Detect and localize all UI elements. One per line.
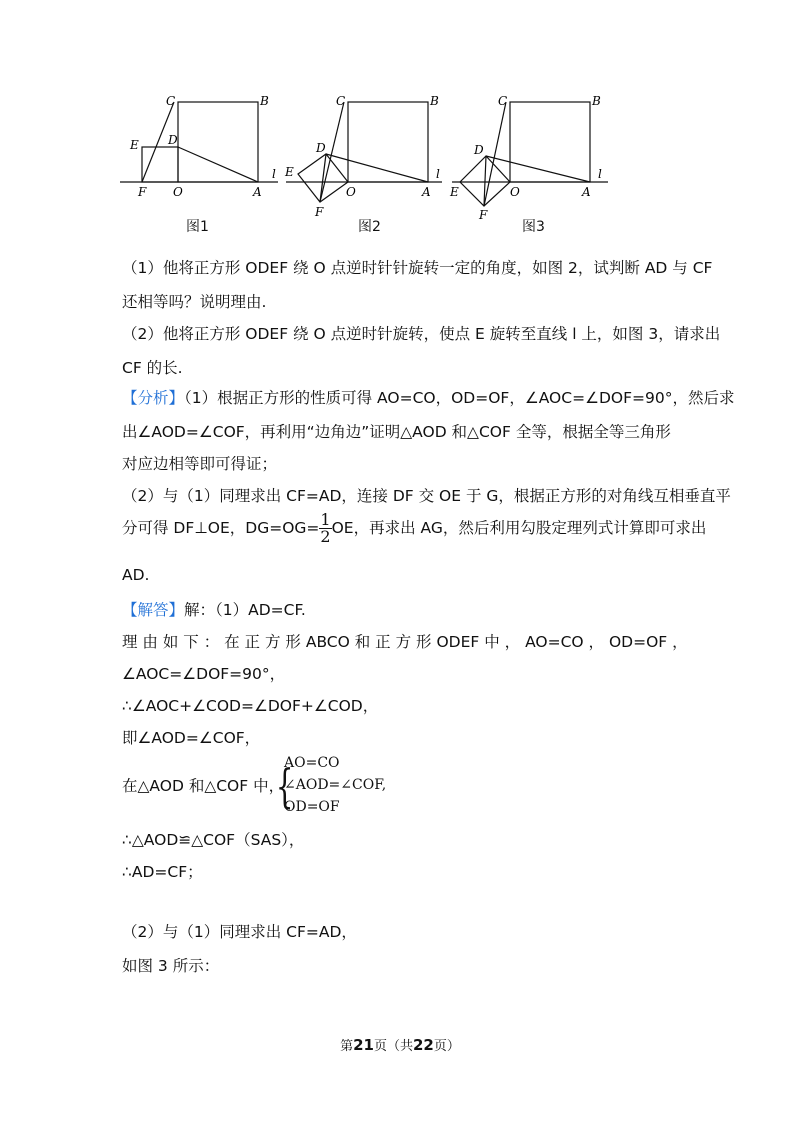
part-2-line-1: （2）与（1）同理求出 CF=AD， — [122, 923, 357, 941]
label-b: B — [592, 94, 601, 108]
fraction-denominator: 2 — [320, 527, 331, 546]
answer-text-1: 解：（1）AD=CF. — [184, 601, 306, 619]
label-e: E — [285, 165, 294, 179]
label-a: A — [253, 185, 262, 199]
label-o: O — [173, 185, 183, 199]
reason-line-4: 即∠AOD=∠COF， — [122, 729, 261, 747]
label-a: A — [422, 185, 431, 199]
label-c: C — [336, 94, 346, 108]
label-d: D — [474, 143, 484, 157]
total-pages: 22 — [413, 1036, 434, 1054]
label-f: F — [138, 185, 147, 199]
analysis-text-5a: 分可得 DF⊥OE，DG=OG= — [122, 519, 320, 537]
analysis-line-5 — [122, 512, 706, 545]
figure-1-caption: 图1 — [186, 219, 209, 235]
analysis-line-2: 出∠AOD=∠COF，再利用“边角边”证明△AOD 和△COF 全等，根据全等三角形 — [122, 423, 671, 441]
question-1-line-1: （1）他将正方形 ODEF 绕 O 点逆时针针旋转一定的角度，如图 2，试判断 AD 与 CF — [122, 259, 713, 277]
label-o: O — [510, 185, 520, 199]
label-l: l — [436, 167, 440, 181]
label-f: F — [479, 208, 488, 222]
figure-2 — [282, 92, 447, 222]
footer-post: 页） — [433, 1039, 460, 1054]
label-f: F — [315, 205, 324, 219]
analysis-tag: 【分析】 — [122, 389, 185, 407]
label-d: D — [168, 133, 178, 147]
label-o: O — [346, 185, 356, 199]
system-row-1: AO=CO — [284, 755, 340, 771]
reason-line-2: ∠AOC=∠DOF=90°， — [122, 665, 286, 683]
footer-pre: 第 — [340, 1039, 354, 1054]
label-b: B — [430, 94, 439, 108]
question-2-line-2: CF 的长. — [122, 359, 183, 377]
label-l: l — [272, 167, 276, 181]
label-b: B — [260, 94, 269, 108]
analysis-text-5b: OE，再求出 AG，然后利用勾股定理列式计算即可求出 — [331, 519, 707, 537]
page-footer — [0, 1035, 800, 1054]
system-row-2: ∠AOD=∠COF, — [284, 777, 387, 793]
footer-mid: 页（共 — [373, 1039, 413, 1054]
label-l: l — [598, 167, 602, 181]
label-c: C — [498, 94, 508, 108]
page-number: 21 — [353, 1036, 374, 1054]
analysis-line-6: AD. — [122, 566, 150, 584]
reason-line-3: ∴∠AOC+∠COD=∠DOF+∠COD， — [122, 697, 379, 715]
label-e: E — [130, 138, 139, 152]
left-brace: { — [275, 759, 294, 813]
label-d: D — [316, 141, 326, 155]
reason-line-1: 理 由 如 下 ： 在 正 方 形 ABCO 和 正 方 形 ODEF 中 ， AO=CO ， OD=OF ， — [122, 633, 688, 651]
part-2-line-2: 如图 3 所示： — [122, 957, 220, 975]
question-2-line-1: （2）他将正方形 ODEF 绕 O 点逆时针旋转，使点 E 旋转至直线 l 上，如图 3，请求出 — [122, 325, 721, 343]
system-row-3: OD=OF — [284, 799, 340, 815]
figure-3 — [448, 92, 613, 222]
figure-1 — [118, 92, 283, 204]
label-c: C — [166, 94, 176, 108]
answer-tag: 【解答】 — [122, 601, 185, 619]
label-a: A — [582, 185, 591, 199]
equation-system — [284, 752, 386, 818]
reason-line-5: 在△AOD 和△COF 中， — [122, 777, 285, 795]
reason-line-6: ∴△AOD≌△COF（SAS）， — [122, 831, 305, 849]
analysis-line-1 — [122, 386, 734, 408]
question-1-line-2: 还相等吗？说明理由. — [122, 293, 267, 311]
reason-line-7: ∴AD=CF； — [122, 863, 203, 881]
fraction-numerator: 1 — [320, 510, 331, 529]
fraction-one-half — [319, 512, 331, 545]
analysis-text-1: （1）根据正方形的性质可得 AO=CO，OD=OF，∠AOC=∠DOF=90°，然后求 — [184, 389, 735, 407]
label-e: E — [450, 185, 459, 199]
figure-3-caption: 图3 — [522, 219, 545, 235]
answer-line-1 — [122, 598, 306, 620]
analysis-line-3: 对应边相等即可得证； — [122, 455, 278, 473]
figure-2-caption: 图2 — [358, 219, 381, 235]
analysis-line-4: （2）与（1）同理求出 CF=AD，连接 DF 交 OE 于 G，根据正方形的对角线互相垂直平 — [122, 487, 731, 505]
